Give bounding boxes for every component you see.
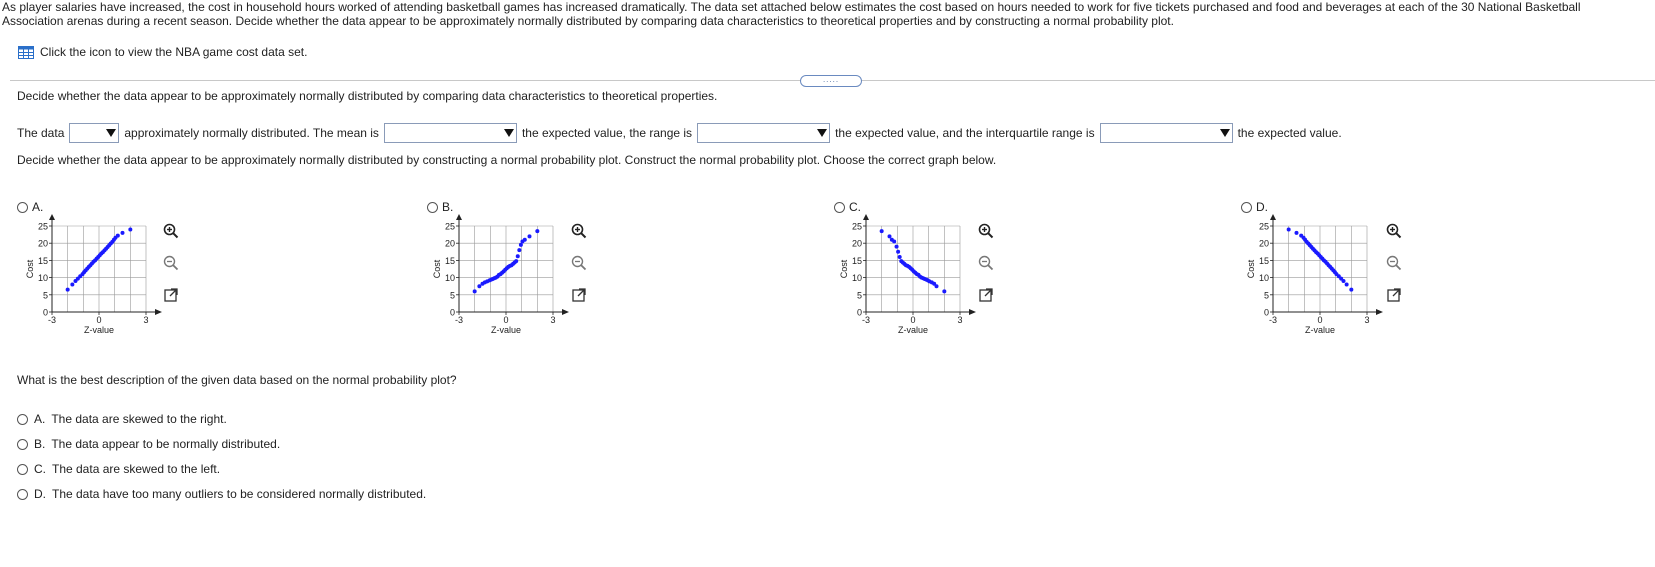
y-tick-label: 10 <box>37 273 48 284</box>
answer-option-b[interactable] <box>17 437 280 451</box>
option-letter: B. <box>34 437 46 451</box>
y-tick-label: 10 <box>444 273 455 284</box>
zoom-out-icon[interactable] <box>977 254 995 272</box>
dataset-link-text[interactable]: Click the icon to view the NBA game cost data set. <box>40 45 308 59</box>
x-tick-label: 3 <box>1364 315 1370 325</box>
question-1-text: Decide whether the data appear to be approximately normally distributed by comparing data characteristics to theoretical properties. <box>17 89 718 103</box>
data-point <box>1287 227 1291 231</box>
x-axis-arrow <box>562 309 569 315</box>
option-letter: C. <box>34 462 46 476</box>
data-point <box>514 259 518 263</box>
x-axis-arrow <box>969 309 976 315</box>
x-axis-label: Z-value <box>83 325 115 335</box>
answer-option-a[interactable] <box>17 412 227 426</box>
data-point <box>1295 231 1299 235</box>
fill-text-5: the expected value. <box>1237 126 1342 140</box>
y-axis-arrow <box>863 214 869 220</box>
y-tick-label: 5 <box>449 290 455 301</box>
x-tick-label: -3 <box>1268 315 1278 325</box>
x-tick-label: 3 <box>143 315 149 325</box>
data-point <box>66 288 70 292</box>
radio-button[interactable] <box>834 202 845 213</box>
data-point <box>477 284 481 288</box>
radio-button[interactable] <box>17 464 28 475</box>
y-axis-label: Cost <box>1246 259 1256 279</box>
data-point <box>517 248 521 252</box>
y-tick-label: 0 <box>42 307 48 318</box>
data-normality-dropdown[interactable] <box>69 123 119 143</box>
problem-statement: As player salaries have increased, the cost in household hours worked of attending basketball games has increased dramatically. The data set attached below estimates the cost based on hours needed to work for five tickets purchased and food and beverages at each of the 30 National Basketball Association arenas during a recent season. Decide whether the data appear to be approximately normally distributed by comparing data characteristics to theoretical properties and by constructing a normal probability plot. <box>2 0 1581 28</box>
mean-dropdown[interactable] <box>384 123 517 143</box>
question-2-text: Decide whether the data appear to be approximately normally distributed by constructing a normal probability plot. Construct the normal probability plot. Choose the correct graph below. <box>17 153 997 167</box>
zoom-in-icon[interactable] <box>977 222 995 240</box>
plot-tools-a <box>162 222 180 304</box>
data-point <box>1349 288 1353 292</box>
y-tick-label: 15 <box>851 255 862 266</box>
x-axis-arrow <box>155 309 162 315</box>
y-tick-label: 15 <box>1258 255 1269 266</box>
expand-button[interactable]: ..... <box>800 75 862 87</box>
x-tick-label: -3 <box>454 315 464 325</box>
y-tick-label: 25 <box>1258 221 1269 232</box>
y-tick-label: 0 <box>1263 307 1269 318</box>
option-letter: D. <box>34 487 46 501</box>
x-axis-label: Z-value <box>490 325 522 335</box>
data-point <box>516 254 520 258</box>
table-icon[interactable] <box>18 46 34 59</box>
data-point <box>523 238 527 242</box>
data-point <box>121 231 125 235</box>
zoom-out-icon[interactable] <box>1385 254 1403 272</box>
range-dropdown[interactable] <box>697 123 830 143</box>
y-tick-label: 20 <box>851 238 862 249</box>
zoom-out-icon[interactable] <box>162 254 180 272</box>
y-tick-label: 5 <box>1263 290 1269 301</box>
normal-probability-plot-c <box>838 212 978 337</box>
y-axis-label: Cost <box>839 259 849 279</box>
data-point <box>942 289 946 293</box>
x-axis-label: Z-value <box>897 325 929 335</box>
normal-probability-plot-d <box>1245 212 1385 337</box>
x-tick-label: 0 <box>503 315 509 325</box>
chevron-down-icon <box>504 129 514 137</box>
option-text: The data have too many outliers to be considered normally distributed. <box>52 487 427 501</box>
radio-button[interactable] <box>17 489 28 500</box>
option-label: D. <box>1256 200 1268 214</box>
y-axis-label: Cost <box>25 259 35 279</box>
option-text: The data appear to be normally distributed. <box>51 437 281 451</box>
fill-text-3: the expected value, the range is <box>521 126 693 140</box>
radio-button[interactable] <box>17 439 28 450</box>
popout-icon[interactable] <box>1385 286 1403 304</box>
y-tick-label: 25 <box>37 221 48 232</box>
chevron-down-icon <box>1220 129 1230 137</box>
y-tick-label: 20 <box>1258 238 1269 249</box>
data-point <box>473 289 477 293</box>
plot-tools-c <box>977 222 995 304</box>
x-tick-label: -3 <box>47 315 57 325</box>
zoom-out-icon[interactable] <box>570 254 588 272</box>
data-point <box>128 227 132 231</box>
x-axis-arrow <box>1376 309 1383 315</box>
x-axis-label: Z-value <box>1304 325 1336 335</box>
y-tick-label: 15 <box>444 255 455 266</box>
chevron-down-icon <box>817 129 827 137</box>
question-3-text: What is the best description of the given data based on the normal probability plot? <box>17 373 457 387</box>
iqr-dropdown[interactable] <box>1100 123 1233 143</box>
x-tick-label: 0 <box>96 315 102 325</box>
y-axis-arrow <box>456 214 462 220</box>
data-point <box>528 234 532 238</box>
option-letter: A. <box>34 412 46 426</box>
zoom-in-icon[interactable] <box>1385 222 1403 240</box>
data-point <box>888 234 892 238</box>
radio-button[interactable] <box>17 202 28 213</box>
y-tick-label: 5 <box>856 290 862 301</box>
x-tick-label: 0 <box>1317 315 1323 325</box>
popout-icon[interactable] <box>977 286 995 304</box>
fill-text-2: approximately normally distributed. The mean is <box>124 126 379 140</box>
y-axis-label: Cost <box>432 259 442 279</box>
zoom-in-icon[interactable] <box>162 222 180 240</box>
fill-in-row <box>17 123 1342 143</box>
x-tick-label: 0 <box>910 315 916 325</box>
option-label: C. <box>849 200 861 214</box>
y-tick-label: 25 <box>851 221 862 232</box>
x-tick-label: 3 <box>957 315 963 325</box>
plot-tools-d <box>1385 222 1403 304</box>
data-point <box>1342 279 1346 283</box>
y-tick-label: 20 <box>37 238 48 249</box>
radio-button[interactable] <box>1241 202 1252 213</box>
option-text: The data are skewed to the right. <box>51 412 227 426</box>
y-axis-arrow <box>49 214 55 220</box>
fill-text-1: The data <box>17 126 65 140</box>
normal-probability-plot-a <box>24 212 164 337</box>
dataset-link[interactable] <box>18 45 307 59</box>
data-point <box>535 229 539 233</box>
y-tick-label: 10 <box>851 273 862 284</box>
data-point <box>1345 282 1349 286</box>
zoom-in-icon[interactable] <box>570 222 588 240</box>
y-tick-label: 15 <box>37 255 48 266</box>
normal-probability-plot-b <box>431 212 571 337</box>
data-point <box>116 234 120 238</box>
data-point <box>892 239 896 243</box>
y-tick-label: 10 <box>1258 273 1269 284</box>
y-tick-label: 0 <box>449 307 455 318</box>
data-point <box>898 255 902 259</box>
option-label: B. <box>442 200 454 214</box>
data-point <box>880 229 884 233</box>
data-point <box>519 243 523 247</box>
popout-icon[interactable] <box>162 286 180 304</box>
option-text: The data are skewed to the left. <box>52 462 221 476</box>
y-tick-label: 0 <box>856 307 862 318</box>
data-point <box>70 282 74 286</box>
x-tick-label: 3 <box>550 315 556 325</box>
radio-button[interactable] <box>17 414 28 425</box>
answer-option-d[interactable] <box>17 487 426 501</box>
popout-icon[interactable] <box>570 286 588 304</box>
fill-text-4: the expected value, and the interquartile range is <box>835 126 1095 140</box>
y-axis-arrow <box>1270 214 1276 220</box>
x-tick-label: -3 <box>861 315 871 325</box>
option-label: A. <box>32 200 44 214</box>
data-point <box>895 245 899 249</box>
y-tick-label: 20 <box>444 238 455 249</box>
y-tick-label: 5 <box>42 290 48 301</box>
y-tick-label: 25 <box>444 221 455 232</box>
radio-button[interactable] <box>427 202 438 213</box>
answer-option-c[interactable] <box>17 462 220 476</box>
plot-tools-b <box>570 222 588 304</box>
chevron-down-icon <box>106 129 116 137</box>
data-point <box>896 250 900 254</box>
data-point <box>935 284 939 288</box>
